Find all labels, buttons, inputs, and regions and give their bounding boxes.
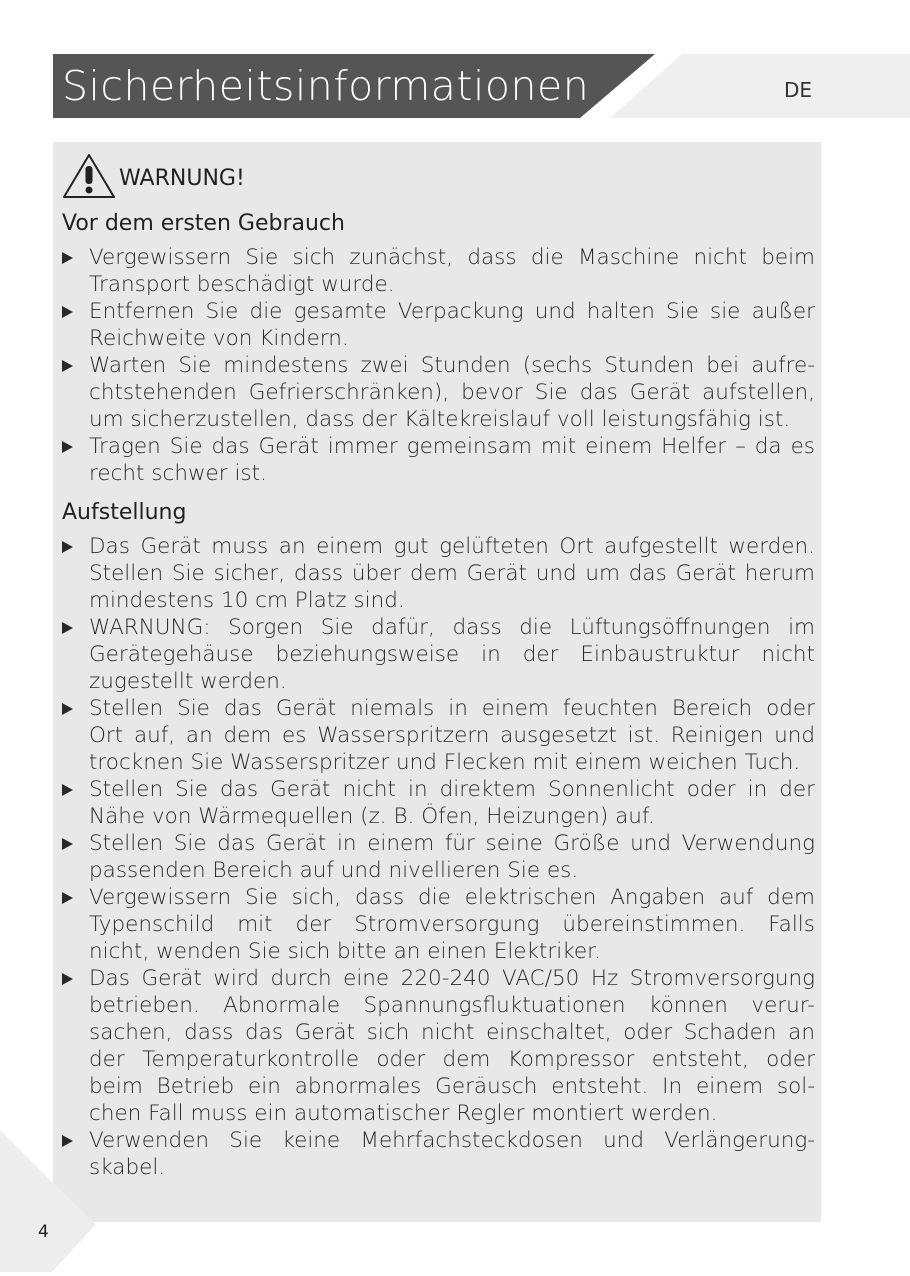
section-heading-first-use: Vor dem ersten Gebrauch — [62, 211, 345, 236]
list-item — [62, 614, 815, 695]
bullet-arrow-icon — [62, 784, 73, 796]
bullet-arrow-icon — [62, 441, 73, 453]
warning-heading — [62, 152, 362, 208]
bullet-arrow-icon — [62, 306, 73, 318]
list-item-line: WARNUNG: Sorgen Sie dafür, dass die Lüftungsöffnungen im — [89, 615, 815, 640]
bullet-arrow-icon — [62, 622, 73, 634]
bullet-arrow-icon — [62, 1135, 73, 1147]
page-number: 4 — [38, 1222, 49, 1242]
list-item — [62, 298, 815, 352]
list-item-line: skabel. — [89, 1155, 166, 1180]
page-title: Sicherheitsinformationen — [62, 62, 590, 110]
bullet-arrow-icon — [62, 703, 73, 715]
list-installation — [62, 533, 815, 1181]
list-item-line: chtstehenden Gefrierschränken), bevor Sie das Gerät aufstellen, — [89, 380, 815, 405]
list-item — [62, 776, 815, 830]
list-item-line: Warten Sie mindestens zwei Stunden (sechs Stunden bei aufre- — [89, 353, 815, 378]
list-item-line: Stellen Sie das Gerät nicht in direktem Sonnenlicht oder in der — [89, 777, 815, 802]
list-item-line: Vergewissern Sie sich, dass die elektrischen Angaben auf dem — [89, 885, 815, 910]
list-item-line: Nähe von Wärmequellen (z. B. Öfen, Heizungen) auf. — [89, 804, 655, 829]
warning-triangle-icon — [62, 152, 116, 200]
list-item-line: um sicherzustellen, dass der Kältekreislauf voll leistungsfähig ist. — [89, 407, 791, 432]
list-item — [62, 533, 815, 614]
list-item-line: Verwenden Sie keine Mehrfachsteckdosen und Verlängerung- — [89, 1128, 815, 1153]
list-item-line: Das Gerät wird durch eine 220-240 VAC/50 Hz Stromversorgung — [89, 966, 815, 991]
list-item — [62, 433, 815, 487]
list-item-line: Stellen Sie das Gerät in einem für seine Größe und Verwendung — [89, 831, 815, 856]
list-item-line: zugestellt werden. — [89, 669, 287, 694]
list-item-line: Ort auf, an dem es Wasserspritzern ausgesetzt ist. Reinigen und — [89, 723, 815, 748]
list-item — [62, 695, 815, 776]
list-item-line: Reichweite von Kindern. — [89, 326, 349, 351]
list-item-line: trocknen Sie Wasserspritzer und Flecken mit einem weichen Tuch. — [89, 750, 801, 775]
warning-label: WARNUNG! — [119, 166, 245, 191]
list-item — [62, 965, 815, 1127]
language-code: DE — [784, 78, 813, 102]
list-item — [62, 1127, 815, 1181]
list-item-line: Transport beschädigt wurde. — [89, 272, 395, 297]
list-item-line: Typenschild mit der Stromversorgung übereinstimmen. Falls — [89, 912, 815, 937]
list-item-line: passenden Bereich auf und nivellieren Sie es. — [89, 858, 579, 883]
list-item-line: chen Fall muss ein automatischer Regler montiert werden. — [89, 1101, 718, 1126]
list-item — [62, 884, 815, 965]
list-item-line: der Temperaturkontrolle oder dem Kompressor entsteht, oder — [89, 1047, 815, 1072]
bullet-arrow-icon — [62, 892, 73, 904]
bullet-arrow-icon — [62, 541, 73, 553]
list-item-line: Vergewissern Sie sich zunächst, dass die Maschine nicht beim — [89, 245, 815, 270]
list-item-line: mindestens 10 cm Platz sind. — [89, 588, 405, 613]
list-item — [62, 830, 815, 884]
list-item-line: betrieben. Abnormale Spannungsfluktuationen können verur- — [89, 993, 815, 1018]
bullet-arrow-icon — [62, 838, 73, 850]
list-item-line: Das Gerät muss an einem gut gelüfteten Ort aufgestellt werden. — [89, 534, 815, 559]
list-item-line: Tragen Sie das Gerät immer gemeinsam mit einem Helfer – da es — [89, 434, 815, 459]
bullet-arrow-icon — [62, 360, 73, 372]
section-heading-installation: Aufstellung — [62, 500, 187, 525]
list-item-line: Gerätegehäuse beziehungsweise in der Einbaustruktur nicht — [89, 642, 815, 667]
list-item-line: Stellen Sie sicher, dass über dem Gerät und um das Gerät herum — [89, 561, 815, 586]
list-item — [62, 352, 815, 433]
list-item-line: beim Betrieb ein abnormales Geräusch entsteht. In einem sol- — [89, 1074, 815, 1099]
list-item-line: sachen, dass das Gerät sich nicht einschaltet, oder Schaden an — [89, 1020, 815, 1045]
list-item-line: Entfernen Sie die gesamte Verpackung und halten Sie sie außer — [89, 299, 815, 324]
list-item-line: nicht, wenden Sie sich bitte an einen Elektriker. — [89, 939, 601, 964]
bullet-arrow-icon — [62, 252, 73, 264]
list-item-line: recht schwer ist. — [89, 461, 267, 486]
bullet-arrow-icon — [62, 973, 73, 985]
list-first-use — [62, 244, 815, 487]
list-item-line: Stellen Sie das Gerät niemals in einem feuchten Bereich oder — [89, 696, 815, 721]
list-item — [62, 244, 815, 298]
